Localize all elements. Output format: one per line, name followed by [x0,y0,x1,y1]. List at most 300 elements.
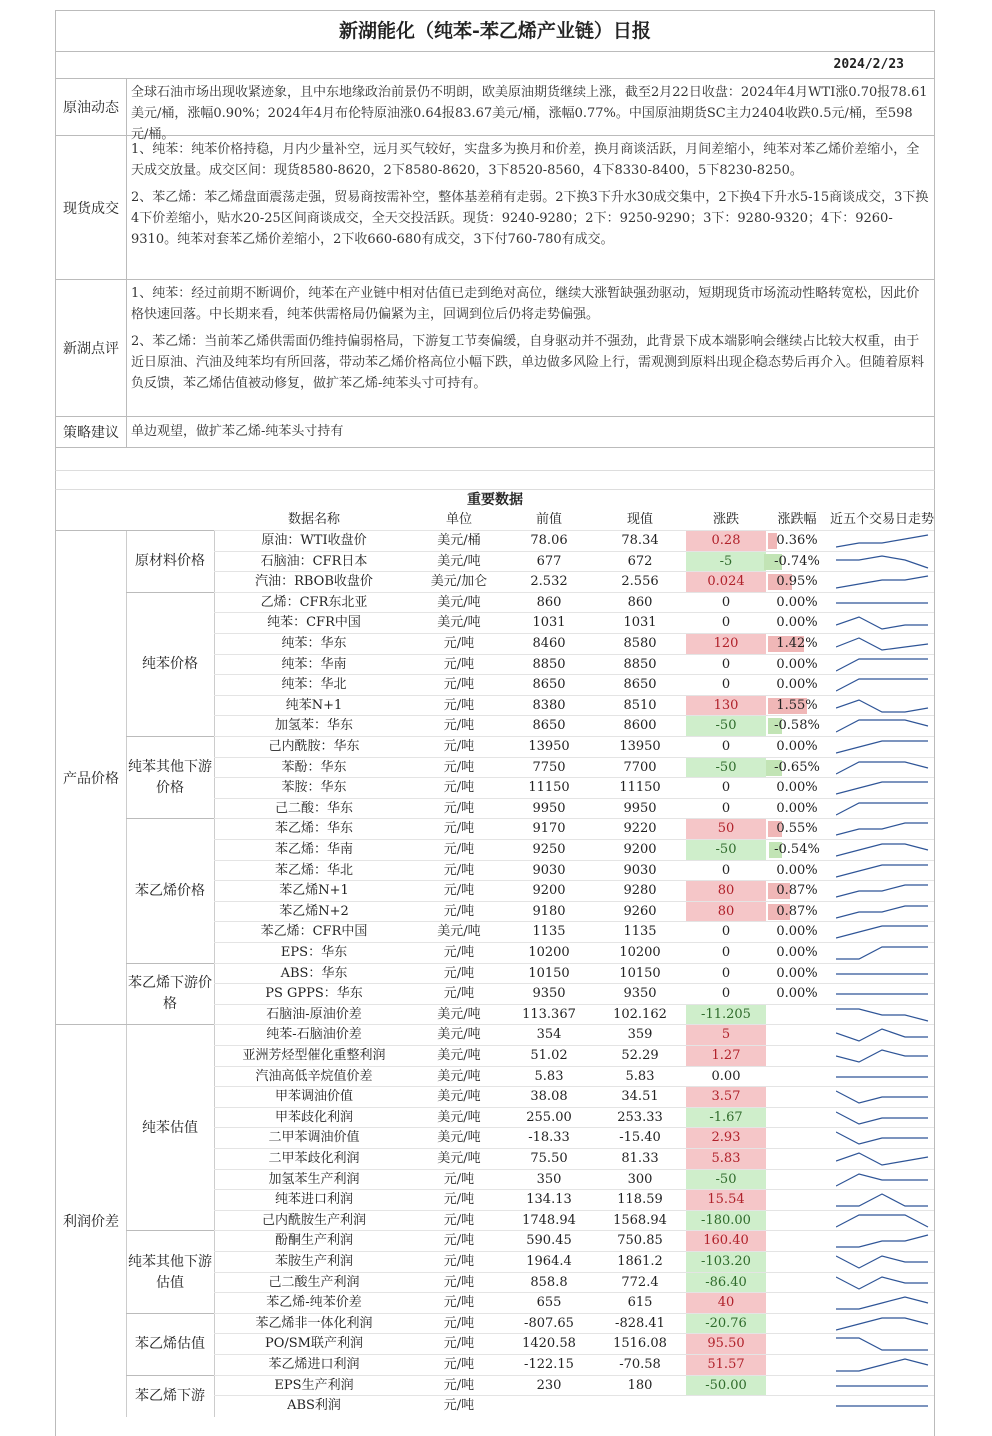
row-curr: 118.59 [617,1192,663,1208]
subgroup-label: 纯苯价格 [126,592,215,737]
row-curr: 359 [627,1027,653,1043]
row-curr: 11150 [619,780,661,796]
sparkline-path [836,947,928,959]
sparkline [836,1233,932,1249]
row-curr [594,1396,686,1416]
table-row [214,942,935,964]
row-change: 160.40 [686,1231,766,1251]
table-row [214,571,935,593]
sparkline [836,1007,932,1023]
row-prev: 590.45 [526,1233,572,1249]
row-curr: 9030 [623,862,657,878]
sparkline-path [836,762,928,774]
row-change: 0 [721,594,731,610]
row-curr: 1031 [623,615,657,631]
row-change: -50 [686,840,766,860]
sparkline-path [836,906,928,918]
row-unit: 元/吨 [443,1357,475,1372]
row-prev: 7750 [532,759,566,775]
sparkline [836,842,932,858]
row-curr: -828.41 [615,1315,665,1331]
row-prev: 5.83 [534,1068,564,1084]
row-name: 苯乙烯：华南 [274,842,353,857]
row-curr: 9220 [623,821,657,837]
row-pct: 1.42% [776,636,818,651]
row-change: 50 [686,819,766,839]
row-unit: 元/吨 [443,1295,475,1311]
table-row [214,1333,935,1355]
row-curr: -15.40 [619,1130,661,1146]
row-pct: 0.36% [776,533,818,548]
row-unit: 元/吨 [443,1398,475,1414]
row-prev: 350 [536,1171,562,1187]
row-change: -1.67 [686,1108,766,1128]
sparkline-path [836,1215,928,1227]
report-date: 2024/2/23 [55,52,935,79]
strategy-text: 单边观望，做扩苯乙烯-纯苯头寸持有 [131,424,344,439]
row-unit: 美元/吨 [437,1006,481,1022]
row-name: 苯乙烯：华东 [274,821,353,837]
subgroup-label: 纯苯估值 [126,1024,215,1231]
row-unit: 元/吨 [443,821,475,837]
row-name: 己二酸：华东 [274,800,353,816]
spot-styrene: 2、苯乙烯：苯乙烯盘面震荡走强，贸易商按需补空，整体基差稍有走弱。2下换3下升水30成交集中，2下换4下升水5-15商谈成交，3下换4下价差缩小，贴水20-25区间商谈成交，全天交投活跃。现货：9240-9280；2下：9250-9290；3下：9280-9320；4下：9260-9310。纯苯对套苯乙烯价差缩小，2下收660-680有成交，3下付760-780有成交。 [131,190,929,247]
row-prev: 9950 [532,800,566,816]
header-spark: 近五个交易日走势 [829,512,934,527]
row-curr: 1568.94 [613,1212,667,1228]
sparkline-path [836,1256,928,1268]
row-prev: -122.15 [524,1357,574,1372]
row-unit: 美元/吨 [437,1109,481,1125]
row-name: 苯乙烯：CFR中国 [260,924,368,940]
row-name: PS GPPS：华东 [265,986,363,1002]
row-change: 2.93 [686,1128,766,1148]
row-curr: 615 [627,1295,653,1311]
sparkline-path [836,1338,928,1350]
sparkline [836,924,932,940]
row-unit: 元/吨 [443,986,475,1002]
row-change: -103.20 [686,1252,766,1272]
row-prev: 1135 [532,924,566,940]
row-pct: -0.58% [774,718,820,734]
row-name: 己内酰胺：华东 [268,739,360,754]
row-prev [504,1396,594,1416]
row-curr: 34.51 [621,1089,659,1105]
sparkline-path [836,844,928,856]
row-change: 1.27 [686,1046,766,1066]
row-prev: 13950 [528,739,570,754]
sparkline-path [836,803,928,815]
sparkline [836,1110,932,1126]
row-unit: 元/吨 [443,842,475,857]
sparkline [836,780,932,796]
row-unit: 元/吨 [443,1254,475,1269]
row-curr: 9350 [623,986,657,1002]
row-prev: 9180 [532,903,566,919]
row-name: 苯乙烯N+1 [279,883,349,899]
table-row [214,1395,935,1417]
table-row [214,921,935,943]
sparkline [836,1151,932,1167]
row-prev: 8650 [532,677,566,693]
strategy-section [55,417,935,448]
table-row [214,1169,935,1191]
row-prev: 11150 [528,780,570,796]
table-row [214,1127,935,1149]
row-unit: 元/吨 [443,780,475,796]
header-pct: 涨跌幅 [777,512,817,527]
row-name: 苯乙烯非一体化利润 [255,1315,373,1331]
row-name: 亚洲芳烃型催化重整利润 [242,1048,386,1063]
row-curr: 672 [627,553,653,569]
row-prev: -18.33 [528,1130,570,1146]
table-row [214,1148,935,1170]
table-row [214,963,935,985]
row-curr: 8510 [623,697,657,713]
subgroup-label: 苯乙烯下游价格 [126,963,215,1026]
subgroup-label: 原材料价格 [126,530,215,593]
row-unit: 美元/吨 [437,1151,481,1166]
sparkline [836,615,932,631]
sparkline [836,1295,932,1311]
table-row [214,983,935,1005]
row-unit: 元/吨 [443,656,475,672]
row-unit: 元/吨 [443,1192,475,1208]
row-unit: 美元/吨 [437,1048,481,1063]
row-unit: 元/吨 [443,800,475,816]
sparkline-path [836,885,928,897]
row-change: -180.00 [686,1211,766,1231]
row-unit: 美元/加仑 [430,574,488,590]
sparkline-path [836,1277,928,1289]
row-prev: 78.06 [530,533,568,548]
table-header [55,510,935,530]
row-name: 汽油高低辛烷值价差 [255,1068,373,1084]
row-change [686,1396,766,1416]
row-prev: 9250 [532,842,566,857]
row-name: 石脑油-原油价差 [266,1006,362,1022]
row-pct: 0.00% [776,862,818,878]
crude-text: 全球石油市场出现收紧迹象，且中东地缘政治前景仍不明朗，欧美原油期货继续上涨，截至2月22日收盘：2024年4月WTI涨0.70报78.61美元/桶，涨幅0.90%；2024年4月布伦特原油涨0.64报83.67美元/桶，涨幅0.77%。中国原油期货SC主力2404收跌0.5元/桶，至598元/桶。 [131,85,928,142]
row-prev: 113.367 [522,1006,576,1022]
row-unit: 元/吨 [443,759,475,775]
row-name: EPS生产利润 [274,1377,354,1393]
comment-styrene: 2、苯乙烯：当前苯乙烯供需面仍维持偏弱格局，下游复工节奏偏缓，自身驱动并不强劲，此背景下成本端影响会继续占比较大权重，由于近日原油、汽油及纯苯均有所回落，带动苯乙烯价格高位小幅下跌，单边做多风险上行，需观测到原料出现企稳态势后再介入。但随着原料负反馈，苯乙烯估值被动修复，做扩苯乙烯-纯苯头寸可持有。 [131,334,925,391]
row-curr: 1861.2 [617,1254,663,1269]
table-row [214,1375,935,1397]
row-name: EPS：华东 [280,945,348,960]
row-name: 纯苯进口利润 [274,1192,353,1208]
sparkline [836,1027,932,1043]
row-pct: 0.00% [776,615,818,631]
sparkline-path [836,1009,928,1021]
row-name: 二甲苯歧化利润 [268,1151,360,1166]
row-name: 乙烯：CFR东北亚 [260,594,368,610]
row-pct: 0.95% [776,574,818,590]
row-curr: 9200 [623,842,657,857]
row-change: -20.76 [686,1314,766,1334]
sparkline-path [836,638,928,650]
row-name: 酚酮生产利润 [274,1233,353,1249]
row-change: 95.50 [686,1334,766,1354]
table-row [214,695,935,717]
row-change: 0 [721,656,731,672]
row-prev: 9030 [532,862,566,878]
row-pct: 0.87% [776,903,818,919]
comment-benzene: 1、纯苯：经过前期不断调价，纯苯在产业链中相对估值已走到绝对高位，继续大涨暂缺强劲驱动，短期现货市场流动性略转宽松，因此价格快速回落。中长期来看，纯苯供需格局仍偏紧为主，回调到位后仍将走势偏强。 [131,286,920,322]
row-curr: 7700 [623,759,657,775]
header-curr: 现值 [626,512,653,527]
sparkline [836,677,932,693]
sparkline [836,821,932,837]
sparkline-path [836,1153,928,1165]
row-unit: 元/吨 [443,636,475,651]
sparkline [836,801,932,817]
subgroup-label: 苯乙烯价格 [126,818,215,963]
row-curr: 253.33 [617,1109,663,1125]
table-row [214,1086,935,1108]
sparkline [836,1069,932,1085]
row-prev: 8850 [532,656,566,672]
row-name: 加氢苯：华东 [274,718,353,734]
sparkline-path [836,823,928,835]
row-pct: 0.55% [776,821,818,837]
table-row [214,612,935,634]
sparkline [836,1130,932,1146]
row-unit: 美元/吨 [437,1068,481,1084]
row-change: -86.40 [686,1273,766,1293]
row-change: 120 [686,634,766,654]
subgroup-label: 苯乙烯估值 [126,1313,215,1376]
row-curr: 52.29 [621,1048,659,1063]
table-row [214,818,935,840]
row-unit: 元/吨 [443,1233,475,1249]
sparkline [836,698,932,714]
row-prev: 655 [536,1295,562,1311]
table-row [214,1272,935,1294]
sparkline [836,945,932,961]
row-curr: 860 [627,594,653,610]
row-curr: 8600 [623,718,657,734]
sparkline [836,1048,932,1064]
sparkline-path [836,1132,928,1144]
data-title: 重要数据 [55,490,935,510]
table-row [214,880,935,902]
row-prev: 10150 [528,965,570,981]
row-curr: 750.85 [617,1233,663,1249]
table-row [214,1107,935,1129]
sparkline [836,1378,932,1394]
row-change: 0 [721,945,731,960]
row-prev: 1420.58 [522,1336,576,1352]
spot-section [55,136,935,280]
row-change: 15.54 [686,1190,766,1210]
row-change: 40 [686,1293,766,1313]
row-curr: 180 [627,1377,653,1393]
row-name: 纯苯：华东 [281,636,347,651]
sparkline-path [836,617,928,629]
sparkline [836,986,932,1002]
header-prev: 前值 [535,512,562,527]
spot-text [127,136,934,279]
row-name: 甲苯歧化利润 [274,1109,353,1125]
table-row [214,633,935,655]
row-unit: 元/吨 [443,1377,475,1393]
row-unit: 美元/吨 [437,1027,481,1043]
row-curr: 1135 [623,924,657,940]
row-prev: 354 [536,1027,562,1043]
row-prev: 8460 [532,636,566,651]
row-change: -50 [686,716,766,736]
table-row [214,715,935,737]
row-change: 5 [686,1025,766,1045]
sparkline-path [836,1050,928,1062]
row-curr: 8650 [623,677,657,693]
table-row [214,551,935,573]
row-prev: 51.02 [530,1048,568,1063]
report-title: 新湖能化（纯苯-苯乙烯产业链）日报 [55,10,935,52]
row-change: 130 [686,696,766,716]
sparkline [836,657,932,673]
row-change: 0 [721,965,731,981]
row-prev: 677 [536,553,562,569]
table-row [214,654,935,676]
row-name: ABS利润 [287,1398,341,1414]
sparkline-path [836,700,928,712]
table-row [214,1292,935,1314]
row-name: 二甲苯调油价值 [268,1130,360,1146]
row-curr: 772.4 [621,1274,659,1290]
row-unit: 元/吨 [443,965,475,981]
sparkline [836,1254,932,1270]
row-prev: 2.532 [530,574,568,590]
row-prev: 1964.4 [526,1254,572,1269]
row-prev: 9200 [532,883,566,899]
row-name: 己二酸生产利润 [268,1274,360,1290]
table-row [214,798,935,820]
sparkline [836,739,932,755]
row-pct: -0.65% [774,759,820,775]
row-curr: 5.83 [625,1068,655,1084]
row-curr: 8850 [623,656,657,672]
row-change: -50.00 [686,1376,766,1396]
row-unit: 美元/吨 [437,615,481,631]
row-name: 苯乙烯-纯苯价差 [266,1295,362,1311]
sparkline-path [836,679,928,691]
row-unit: 元/吨 [443,677,475,693]
row-prev: -807.65 [524,1315,574,1331]
table-row [214,1251,935,1273]
row-name: PO/SM联产利润 [264,1336,363,1352]
sparkline [836,1213,932,1229]
row-change: 51.57 [686,1355,766,1375]
row-unit: 元/吨 [443,862,475,878]
table-row [214,860,935,882]
table-row [214,901,935,923]
sparkline [836,760,932,776]
row-prev: 38.08 [530,1089,568,1105]
row-pct: 0.87% [776,883,818,899]
sparkline-path [836,1029,928,1041]
sparkline-path [836,1318,928,1330]
sparkline-path [836,576,928,588]
row-name: 加氢苯生产利润 [268,1171,360,1187]
table-row [214,674,935,696]
group-label: 利润价差 [56,1024,127,1416]
row-pct: 0.00% [776,986,818,1002]
row-name: 苯酚：华东 [281,759,347,775]
row-change: 0.00 [711,1068,741,1084]
row-unit: 美元/吨 [437,553,481,569]
table-row [214,839,935,861]
row-unit: 美元/吨 [437,594,481,610]
sparkline [836,1357,932,1373]
comment-text [127,280,934,416]
sparkline-path [836,1297,928,1309]
row-change: 3.57 [686,1087,766,1107]
sparkline [836,966,932,982]
row-prev: 860 [536,594,562,610]
row-pct: -0.74% [774,553,820,569]
row-name: 苯乙烯：华北 [274,862,353,878]
row-pct: 0.00% [776,739,818,754]
row-prev: 10200 [528,945,570,960]
sparkline-path [836,926,928,938]
header-name: 数据名称 [287,512,340,527]
row-name: 苯乙烯进口利润 [268,1357,360,1372]
sparkline-path [836,1359,928,1371]
table-row [214,1066,935,1088]
spot-benzene: 1、纯苯：纯苯价格持稳，月内少量补空，远月买气较好，实盘多为换月和价差，换月商谈活跃，月间差缩小，纯苯对苯乙烯价差缩小，全天成交放量。成交区间：现货8580-8620，2下8580-8620，3下8520-8560，4下8330-8400，5下8230-8250。 [131,142,920,178]
sparkline-path [836,1174,928,1186]
row-change: -11.205 [686,1005,766,1025]
row-pct: 0.00% [776,800,818,816]
sparkline-path [836,1194,928,1206]
sparkline [836,1192,932,1208]
row-unit: 元/吨 [443,903,475,919]
row-curr: 102.162 [613,1006,667,1022]
row-change: 80 [686,902,766,922]
table-row [214,1045,935,1067]
sparkline [836,636,932,652]
row-change: 0 [721,986,731,1002]
row-prev: 255.00 [526,1109,572,1125]
row-name: 甲苯调油价值 [274,1089,353,1105]
table-row [214,592,935,614]
strategy-label: 策略建议 [56,417,127,447]
sparkline [836,1172,932,1188]
row-unit: 元/吨 [443,883,475,899]
table-row [214,1313,935,1335]
table-row [214,736,935,758]
table-row [214,530,935,552]
sparkline [836,718,932,734]
row-unit: 元/吨 [443,1274,475,1290]
row-change: 0 [721,677,731,693]
row-prev: 1748.94 [522,1212,576,1228]
sparkline [836,863,932,879]
row-change: 0 [721,739,731,754]
sparkline [836,533,932,549]
table-row [214,1354,935,1376]
sparkline-path [836,1091,928,1103]
row-curr: 8580 [623,636,657,651]
row-prev: 9170 [532,821,566,837]
comment-label: 新湖点评 [56,280,127,416]
data-table [55,530,935,1436]
spacer [55,448,935,471]
row-pct: 0.00% [776,656,818,672]
